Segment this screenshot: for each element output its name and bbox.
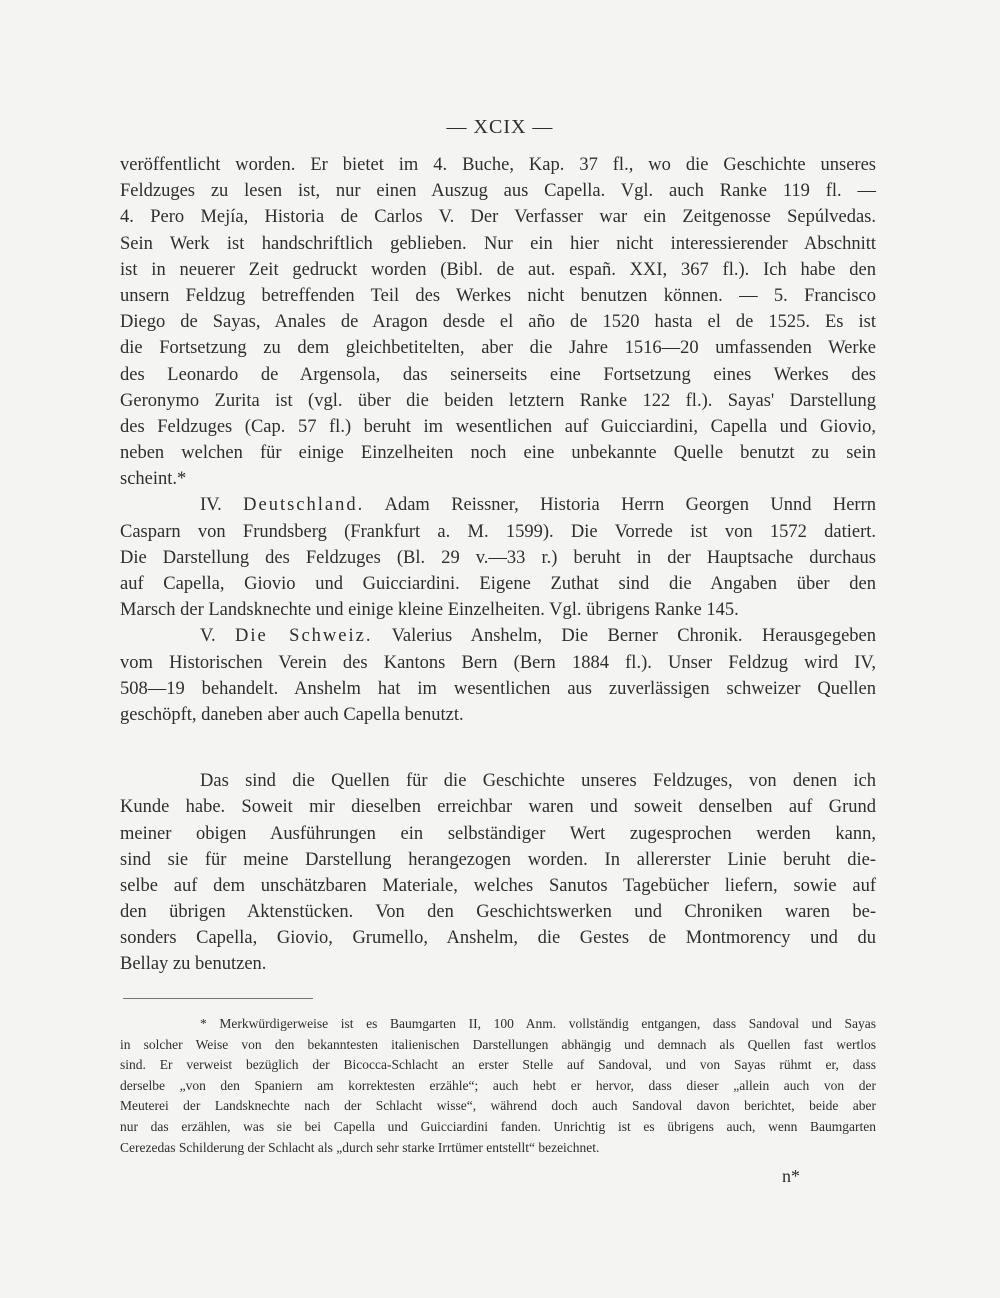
footnote-line: nur das erzählen, was sie bei Capella und Guicciardini fanden. Unrichtig ist es übrigens auch, wenn Baumgarten: [120, 1118, 876, 1134]
footnote-divider: [123, 998, 313, 999]
text-line: den übrigen Aktenstücken. Von den Geschichtswerken und Chroniken waren be-: [120, 902, 876, 923]
text-line: geschöpft, daneben aber auch Capella benutzt.: [120, 704, 464, 725]
text-line: vom Historischen Verein des Kantons Bern (Bern 1884 fl.). Unser Feldzug wird IV,: [120, 652, 876, 673]
footnote-line: * Merkwürdigerweise ist es Baumgarten II, 100 Anm. vollständig entgangen, dass Sandoval und Sayas: [200, 1016, 876, 1031]
footnote: [120, 1014, 876, 1158]
footnote-line: Cerezedas Schilderung der Schlacht als „durch sehr starke Irrtümer entstellt“ bezeichnet.: [120, 1139, 600, 1155]
section-heading-line: [120, 623, 876, 649]
text-line: neben welchen für einige Einzelheiten noch eine unbekannte Quelle benutzt zu sein: [120, 443, 876, 464]
text-line: auf Capella, Giovio und Guicciardini. Eigene Zuthat sind die Angaben über den: [120, 574, 876, 594]
text-line: veröffentlicht worden. Er bietet im 4. Buche, Kap. 37 fl., wo die Geschichte unseres: [120, 155, 876, 175]
text-line: scheint.*: [120, 469, 187, 490]
text-line: Bellay zu benutzen.: [120, 954, 267, 975]
section-heading-line: [120, 492, 876, 518]
section-country: Deutschland.: [243, 495, 365, 516]
text-line: Das sind die Quellen für die Geschichte unseres Feldzuges, von denen ich: [200, 771, 876, 792]
text-line: Sein Werk ist handschriftlich geblieben. Nur ein hier nicht interessierender Abschnitt: [120, 233, 876, 254]
page-number: — XCIX —: [446, 116, 554, 138]
text-line: sonders Capella, Giovio, Grumello, Anshelm, die Gestes de Montmorency und du: [120, 928, 876, 949]
footnote-line: in solcher Weise von den bekanntesten italienischen Darstellungen abhängig und demnach als Quellen fast wertlos: [120, 1036, 876, 1052]
text-line: meiner obigen Ausführungen ein selbständiger Wert zugesprochen werden kann,: [120, 823, 876, 844]
text-line: 508—19 behandelt. Anshelm hat im wesentlichen aus zuverlässigen schweizer Quellen: [120, 678, 876, 699]
section-country: Die Schweiz.: [235, 626, 373, 647]
text-line: Geronymo Zurita ist (vgl. über die beiden letztern Ranke 122 fl.). Sayas' Darstellung: [120, 390, 876, 411]
section-numeral: IV.: [200, 495, 222, 516]
paragraph-gap: [120, 728, 876, 768]
text-line: die Fortsetzung zu dem gleichbetitelten, aber die Jahre 1516—20 umfassenden Werke: [120, 338, 876, 359]
text-line: Die Darstellung des Feldzuges (Bl. 29 v.—33 r.) beruht in der Hauptsache durchaus: [120, 547, 876, 568]
text-line: unsern Feldzug betreffenden Teil des Werkes nicht benutzen können. — 5. Francisco: [120, 285, 876, 306]
text-line: Diego de Sayas, Anales de Aragon desde el año de 1520 hasta el de 1525. Es ist: [120, 312, 876, 333]
text-line: ist in neuerer Zeit gedruckt worden (Bibl. de aut. españ. XXI, 367 fl.). Ich habe den: [120, 259, 876, 280]
text-line: sind sie für meine Darstellung herangezogen worden. In allererster Linie beruht die-: [120, 849, 876, 870]
text-line: selbe auf dem unschätzbaren Materiale, welches Sanutos Tagebücher liefern, sowie auf: [120, 875, 876, 896]
text-line: des Leonardo de Argensola, das seinerseits eine Fortsetzung eines Werkes des: [120, 364, 876, 385]
main-text: [120, 152, 876, 978]
text-fragment: Adam Reissner, Historia Herrn Georgen Unnd Herrn: [384, 495, 876, 516]
text-fragment: Valerius Anshelm, Die Berner Chronik. Herausgegeben: [391, 626, 877, 647]
signature-mark: n*: [782, 1166, 800, 1186]
text-line: Kunde habe. Soweit mir dieselben erreichbar waren und soweit denselben auf Grund: [120, 797, 876, 818]
section-numeral: V.: [200, 626, 216, 647]
footnote-line: Meuterei der Landsknechte nach der Schlacht wisse“, während doch auch Sandoval davon berichtet, beide aber: [120, 1098, 876, 1114]
text-line: Casparn von Frundsberg (Frankfurt a. M. 1599). Die Vorrede ist von 1572 datiert.: [120, 521, 876, 542]
footnote-line: derselbe „von den Spaniern am korrektesten erzähle“; auch hebt er hervor, dass dieser „allein auch von der: [120, 1077, 876, 1093]
text-line: Feldzuges zu lesen ist, nur einen Auszug aus Capella. Vgl. auch Ranke 119 fl. —: [120, 181, 876, 202]
footnote-line: sind. Er verweist bezüglich der Bicocca-Schlacht an erster Stelle auf Sandoval, und von Sayas rühmt er, dass: [120, 1057, 876, 1073]
text-line: Marsch der Landsknechte und einige kleine Einzelheiten. Vgl. übrigens Ranke 145.: [120, 600, 739, 621]
text-line: des Feldzuges (Cap. 57 fl.) beruht im wesentlichen auf Guicciardini, Capella und Giovio,: [120, 416, 876, 437]
text-line: 4. Pero Mejía, Historia de Carlos V. Der Verfasser war ein Zeitgenosse Sepúlvedas.: [120, 207, 876, 228]
